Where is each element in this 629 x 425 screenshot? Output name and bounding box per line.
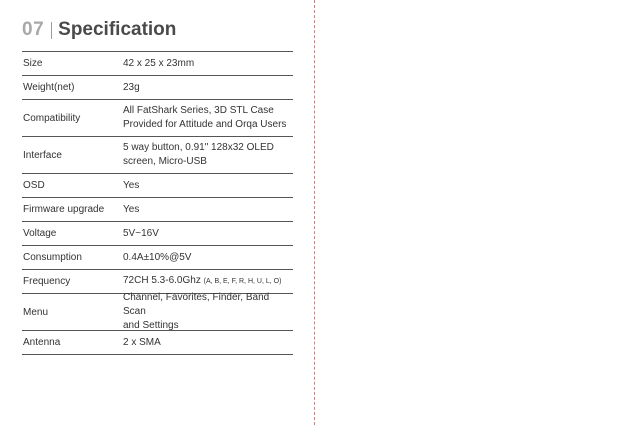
spec-value: 0.4A±10%@5V (123, 251, 192, 263)
spec-value (123, 141, 293, 169)
spec-row-osd (22, 174, 293, 198)
spec-row-antenna (22, 331, 293, 355)
spec-value: 23g (123, 81, 140, 93)
spec-label: Voltage (23, 228, 57, 239)
spec-value-line: Channel, Favorites, Finder, Band Scan (123, 292, 270, 317)
spec-value (123, 291, 293, 333)
spec-value: 5V~16V (123, 227, 159, 239)
spec-value (123, 104, 293, 132)
spec-row-compatibility (22, 100, 293, 137)
spec-value-line: All FatShark Series, 3D STL Case (123, 105, 274, 116)
spec-value: 42 x 25 x 23mm (123, 57, 195, 69)
spec-label: OSD (23, 180, 45, 191)
spec-label: Menu (23, 306, 49, 318)
spec-value-line: Provided for Attitude and Orqa Users (123, 119, 287, 130)
spec-label: Compatibility (23, 112, 81, 124)
heading-divider (51, 22, 52, 39)
spec-label: Weight(net) (23, 82, 75, 93)
spec-label: Antenna (23, 337, 61, 348)
page-fold-guide (314, 0, 315, 425)
spec-value-line: and Settings (123, 320, 179, 331)
spec-value-line: screen, Micro-USB (123, 156, 207, 167)
spec-label: Consumption (23, 252, 82, 263)
spec-value: Yes (123, 203, 140, 215)
spec-value: 2 x SMA (123, 336, 161, 348)
spec-value-line: 5 way button, 0.91" 128x32 OLED (123, 142, 274, 153)
spec-value (123, 274, 293, 289)
spec-row-consumption (22, 246, 293, 270)
spec-row-interface (22, 137, 293, 174)
section-title: Specification (58, 19, 177, 40)
specification-table (22, 51, 293, 355)
spec-label: Frequency (23, 276, 71, 287)
spec-row-weight (22, 76, 293, 100)
spec-value-main: 72CH 5.3-6.0Ghz (123, 275, 201, 286)
section-number: 07 (22, 19, 45, 40)
section-heading (22, 18, 176, 42)
spec-row-firmware-upgrade (22, 198, 293, 222)
spec-row-size (22, 52, 293, 76)
band-list: (A, B, E, F, R, H, U, L, O) (203, 278, 282, 285)
spec-label: Interface (23, 149, 62, 161)
spec-label: Size (23, 58, 43, 69)
spec-row-voltage (22, 222, 293, 246)
spec-value: Yes (123, 179, 140, 191)
spec-row-menu (22, 294, 293, 331)
spec-label: Firmware upgrade (23, 204, 105, 215)
